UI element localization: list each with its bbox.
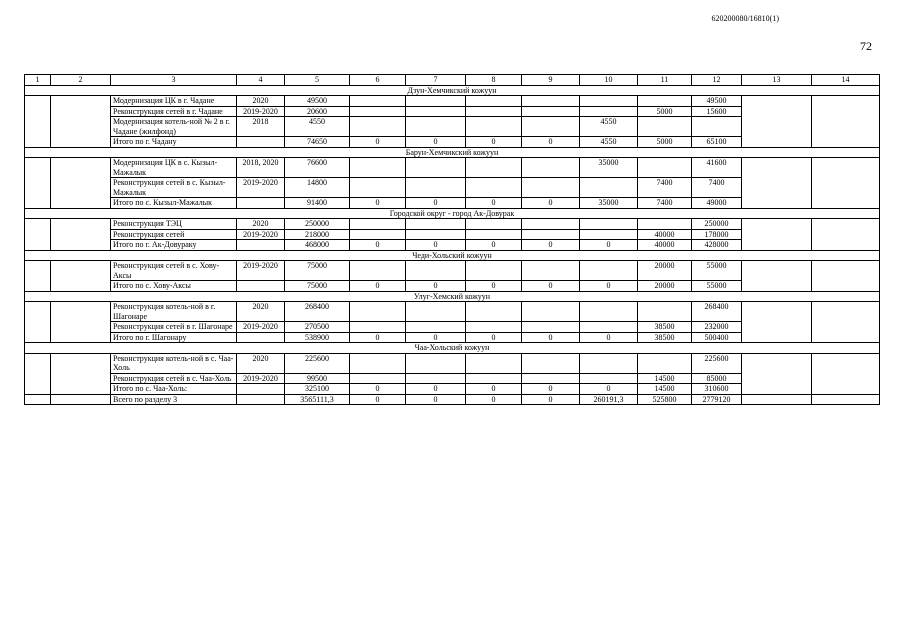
project-name: Реконструкция котель-ной в г. Шагонаре xyxy=(111,302,237,322)
value-c10 xyxy=(580,96,638,107)
value-c8 xyxy=(466,117,522,137)
table-row xyxy=(25,219,880,230)
grand-total-row xyxy=(25,394,880,405)
region-header-row xyxy=(25,343,880,354)
value-c7 xyxy=(406,158,466,178)
value-c10: 0 xyxy=(580,384,638,395)
value-c8 xyxy=(466,261,522,281)
value-c8 xyxy=(466,302,522,322)
table-row xyxy=(25,158,880,178)
value-c9 xyxy=(522,261,580,281)
value-c5: 75000 xyxy=(285,261,350,281)
value-c7 xyxy=(406,353,466,373)
year-cell: 2019-2020 xyxy=(237,322,285,333)
value-c10: 0 xyxy=(580,240,638,251)
value-c11 xyxy=(638,96,692,107)
project-name: Реконструкция сетей в с. Хову-Аксы xyxy=(111,261,237,281)
value-c9 xyxy=(522,322,580,333)
column-header-9: 9 xyxy=(522,75,580,86)
value-c9 xyxy=(522,96,580,107)
value-c6 xyxy=(350,322,406,333)
col14-cell xyxy=(812,96,880,148)
value-c8: 0 xyxy=(466,281,522,292)
value-c5: 75000 xyxy=(285,281,350,292)
year-cell xyxy=(237,240,285,251)
value-c6 xyxy=(350,229,406,240)
col2-cell xyxy=(51,219,111,251)
value-c11 xyxy=(638,219,692,230)
value-c9 xyxy=(522,158,580,178)
value-c8: 0 xyxy=(466,332,522,343)
region-header-row xyxy=(25,291,880,302)
col13-cell xyxy=(742,96,812,148)
value-c7 xyxy=(406,106,466,117)
value-c5: 4550 xyxy=(285,117,350,137)
value-c11: 14500 xyxy=(638,384,692,395)
value-c9 xyxy=(522,302,580,322)
value-c10 xyxy=(580,178,638,198)
col13-cell xyxy=(742,219,812,251)
project-name: Реконструкция сетей в г. Чадане xyxy=(111,106,237,117)
col1-cell xyxy=(25,158,51,209)
total-label: Итого по с. Чаа-Холь: xyxy=(111,384,237,395)
region-name: Дзун-Хемчикский кожуун xyxy=(25,85,880,96)
grand-total-c11: 525800 xyxy=(638,394,692,405)
value-c7 xyxy=(406,117,466,137)
year-cell xyxy=(237,394,285,405)
value-c12: 15600 xyxy=(692,106,742,117)
value-c12: 55000 xyxy=(692,261,742,281)
grand-total-c8: 0 xyxy=(466,394,522,405)
value-c7 xyxy=(406,219,466,230)
value-c9: 0 xyxy=(522,332,580,343)
col14-cell xyxy=(812,353,880,394)
value-c6 xyxy=(350,302,406,322)
col2-cell xyxy=(51,261,111,292)
value-c7: 0 xyxy=(406,240,466,251)
column-header-13: 13 xyxy=(742,75,812,86)
value-c11: 5000 xyxy=(638,137,692,148)
header-row xyxy=(25,75,880,86)
value-c12: 428000 xyxy=(692,240,742,251)
region-header-row xyxy=(25,208,880,219)
value-c7: 0 xyxy=(406,281,466,292)
total-label: Итого по г. Шагонару xyxy=(111,332,237,343)
year-cell: 2019-2020 xyxy=(237,178,285,198)
grand-total-c9: 0 xyxy=(522,394,580,405)
table-row xyxy=(25,353,880,373)
value-c6: 0 xyxy=(350,384,406,395)
value-c9 xyxy=(522,219,580,230)
document-number: 620200080/16810(1) xyxy=(711,14,779,23)
project-name: Реконструкция ТЭЦ xyxy=(111,219,237,230)
year-cell: 2020 xyxy=(237,219,285,230)
value-c8 xyxy=(466,219,522,230)
value-c12: 49500 xyxy=(692,96,742,107)
value-c8: 0 xyxy=(466,198,522,209)
value-c12: 232000 xyxy=(692,322,742,333)
value-c11: 20000 xyxy=(638,261,692,281)
project-name: Реконструкция котель-ной в с. Чаа-Холь xyxy=(111,353,237,373)
col1-cell xyxy=(25,261,51,292)
value-c9 xyxy=(522,353,580,373)
col14-cell xyxy=(812,261,880,292)
page-number: 72 xyxy=(860,39,872,53)
value-c6: 0 xyxy=(350,137,406,148)
value-c6: 0 xyxy=(350,281,406,292)
value-c11: 40000 xyxy=(638,240,692,251)
value-c11: 7400 xyxy=(638,198,692,209)
table-row xyxy=(25,302,880,322)
value-c5: 270500 xyxy=(285,322,350,333)
value-c10 xyxy=(580,302,638,322)
value-c6 xyxy=(350,373,406,384)
value-c9: 0 xyxy=(522,384,580,395)
value-c11: 40000 xyxy=(638,229,692,240)
value-c8 xyxy=(466,106,522,117)
year-cell: 2020 xyxy=(237,302,285,322)
value-c9: 0 xyxy=(522,198,580,209)
col1-cell xyxy=(25,219,51,251)
value-c7: 0 xyxy=(406,332,466,343)
year-cell xyxy=(237,332,285,343)
total-label: Итого по г. Чадану xyxy=(111,137,237,148)
value-c10: 0 xyxy=(580,281,638,292)
col13-cell xyxy=(742,158,812,209)
grand-total-c10: 260191,3 xyxy=(580,394,638,405)
value-c6 xyxy=(350,219,406,230)
value-c8 xyxy=(466,158,522,178)
grand-total-c7: 0 xyxy=(406,394,466,405)
value-c12: 225600 xyxy=(692,353,742,373)
value-c10: 0 xyxy=(580,332,638,343)
value-c5: 74650 xyxy=(285,137,350,148)
column-header-12: 12 xyxy=(692,75,742,86)
value-c11: 38500 xyxy=(638,332,692,343)
year-cell: 2019-2020 xyxy=(237,229,285,240)
column-header-3: 3 xyxy=(111,75,237,86)
value-c9: 0 xyxy=(522,240,580,251)
value-c11 xyxy=(638,158,692,178)
value-c12: 49000 xyxy=(692,198,742,209)
column-header-8: 8 xyxy=(466,75,522,86)
column-header-5: 5 xyxy=(285,75,350,86)
value-c11: 38500 xyxy=(638,322,692,333)
value-c6 xyxy=(350,117,406,137)
value-c12: 7400 xyxy=(692,178,742,198)
value-c5: 250000 xyxy=(285,219,350,230)
value-c5: 218000 xyxy=(285,229,350,240)
value-c10: 4550 xyxy=(580,137,638,148)
value-c5: 99500 xyxy=(285,373,350,384)
col13-cell xyxy=(742,353,812,394)
value-c5: 76600 xyxy=(285,158,350,178)
table-row xyxy=(25,261,880,281)
value-c8 xyxy=(466,353,522,373)
value-c12: 85000 xyxy=(692,373,742,384)
year-cell: 2018 xyxy=(237,117,285,137)
value-c7 xyxy=(406,322,466,333)
value-c5: 468000 xyxy=(285,240,350,251)
value-c12: 41600 xyxy=(692,158,742,178)
region-name: Чаа-Хольский кожуун xyxy=(25,343,880,354)
value-c11 xyxy=(638,117,692,137)
col2-cell xyxy=(51,302,111,343)
value-c6: 0 xyxy=(350,198,406,209)
value-c8: 0 xyxy=(466,384,522,395)
year-cell xyxy=(237,384,285,395)
region-name: Городской округ - город Ак-Довурак xyxy=(25,208,880,219)
total-label: Итого по с. Хову-Аксы xyxy=(111,281,237,292)
col13-cell xyxy=(742,261,812,292)
region-header-row xyxy=(25,85,880,96)
column-header-7: 7 xyxy=(406,75,466,86)
value-c9 xyxy=(522,106,580,117)
year-cell xyxy=(237,281,285,292)
year-cell: 2018, 2020 xyxy=(237,158,285,178)
value-c8 xyxy=(466,322,522,333)
project-name: Модернизация ЦК в с. Кызыл-Мажалык xyxy=(111,158,237,178)
value-c11: 14500 xyxy=(638,373,692,384)
year-cell xyxy=(237,137,285,148)
value-c7 xyxy=(406,229,466,240)
value-c8 xyxy=(466,96,522,107)
value-c10: 35000 xyxy=(580,158,638,178)
col14-cell xyxy=(812,302,880,343)
grand-total-c6: 0 xyxy=(350,394,406,405)
value-c5: 538900 xyxy=(285,332,350,343)
value-c11 xyxy=(638,302,692,322)
year-cell xyxy=(237,198,285,209)
grand-total-label: Всего по разделу 3 xyxy=(111,394,237,405)
value-c7 xyxy=(406,373,466,384)
value-c8: 0 xyxy=(466,240,522,251)
col2-cell xyxy=(51,353,111,394)
total-label: Итого по с. Кызыл-Мажалык xyxy=(111,198,237,209)
value-c5: 49500 xyxy=(285,96,350,107)
project-name: Модернизация котель-ной № 2 в г. Чадане (жилфонд) xyxy=(111,117,237,137)
value-c9 xyxy=(522,229,580,240)
value-c9 xyxy=(522,117,580,137)
table-body xyxy=(25,75,880,405)
value-c10 xyxy=(580,106,638,117)
project-name: Реконструкция сетей в с. Кызыл-Мажалык xyxy=(111,178,237,198)
region-header-row xyxy=(25,147,880,158)
value-c7: 0 xyxy=(406,198,466,209)
col1-cell xyxy=(25,353,51,394)
year-cell: 2020 xyxy=(237,96,285,107)
table-row xyxy=(25,96,880,107)
value-c11: 20000 xyxy=(638,281,692,292)
value-c6 xyxy=(350,158,406,178)
value-c5: 325100 xyxy=(285,384,350,395)
col1-cell xyxy=(25,302,51,343)
value-c6: 0 xyxy=(350,332,406,343)
value-c12 xyxy=(692,117,742,137)
value-c10 xyxy=(580,219,638,230)
col13-cell xyxy=(742,394,812,405)
grand-total-c12: 2779120 xyxy=(692,394,742,405)
value-c12: 268400 xyxy=(692,302,742,322)
region-name: Улуг-Хемский кожуун xyxy=(25,291,880,302)
value-c12: 55000 xyxy=(692,281,742,292)
project-name: Реконструкция сетей в с. Чаа-Холь xyxy=(111,373,237,384)
value-c7 xyxy=(406,178,466,198)
value-c10 xyxy=(580,261,638,281)
value-c7: 0 xyxy=(406,384,466,395)
col14-cell xyxy=(812,158,880,209)
value-c12: 178000 xyxy=(692,229,742,240)
year-cell: 2019-2020 xyxy=(237,261,285,281)
region-name: Барун-Хемчикский кожуун xyxy=(25,147,880,158)
value-c11: 5000 xyxy=(638,106,692,117)
value-c5: 268400 xyxy=(285,302,350,322)
value-c6 xyxy=(350,353,406,373)
value-c6 xyxy=(350,96,406,107)
year-cell: 2019-2020 xyxy=(237,106,285,117)
year-cell: 2019-2020 xyxy=(237,373,285,384)
program-table xyxy=(24,74,880,405)
col2-cell xyxy=(51,96,111,148)
value-c6 xyxy=(350,106,406,117)
grand-total-c5: 3565111,3 xyxy=(285,394,350,405)
value-c11 xyxy=(638,353,692,373)
value-c9: 0 xyxy=(522,281,580,292)
value-c10 xyxy=(580,373,638,384)
col14-cell xyxy=(812,219,880,251)
value-c7 xyxy=(406,96,466,107)
value-c6: 0 xyxy=(350,240,406,251)
total-label: Итого по г. Ак-Довураку xyxy=(111,240,237,251)
value-c10 xyxy=(580,322,638,333)
project-name: Модернизация ЦК в г. Чадане xyxy=(111,96,237,107)
value-c5: 91400 xyxy=(285,198,350,209)
value-c5: 20600 xyxy=(285,106,350,117)
column-header-6: 6 xyxy=(350,75,406,86)
project-name: Реконструкция сетей xyxy=(111,229,237,240)
value-c10 xyxy=(580,353,638,373)
value-c5: 14800 xyxy=(285,178,350,198)
value-c12: 500400 xyxy=(692,332,742,343)
value-c7 xyxy=(406,261,466,281)
value-c10: 4550 xyxy=(580,117,638,137)
column-header-4: 4 xyxy=(237,75,285,86)
value-c12: 250000 xyxy=(692,219,742,230)
value-c9 xyxy=(522,178,580,198)
col1-cell xyxy=(25,394,51,405)
value-c6 xyxy=(350,178,406,198)
value-c7: 0 xyxy=(406,137,466,148)
value-c9: 0 xyxy=(522,137,580,148)
value-c11: 7400 xyxy=(638,178,692,198)
value-c10: 35000 xyxy=(580,198,638,209)
column-header-1: 1 xyxy=(25,75,51,86)
value-c9 xyxy=(522,373,580,384)
year-cell: 2020 xyxy=(237,353,285,373)
region-header-row xyxy=(25,250,880,261)
value-c8: 0 xyxy=(466,137,522,148)
project-name: Реконструкция сетей в г. Шагонаре xyxy=(111,322,237,333)
value-c6 xyxy=(350,261,406,281)
value-c12: 65100 xyxy=(692,137,742,148)
value-c7 xyxy=(406,302,466,322)
column-header-10: 10 xyxy=(580,75,638,86)
column-header-14: 14 xyxy=(812,75,880,86)
value-c8 xyxy=(466,178,522,198)
value-c5: 225600 xyxy=(285,353,350,373)
column-header-11: 11 xyxy=(638,75,692,86)
col13-cell xyxy=(742,302,812,343)
col2-cell xyxy=(51,394,111,405)
region-name: Чеди-Хольский кожуун xyxy=(25,250,880,261)
value-c8 xyxy=(466,373,522,384)
column-header-2: 2 xyxy=(51,75,111,86)
value-c10 xyxy=(580,229,638,240)
value-c12: 310600 xyxy=(692,384,742,395)
col2-cell xyxy=(51,158,111,209)
value-c8 xyxy=(466,229,522,240)
col1-cell xyxy=(25,96,51,148)
col14-cell xyxy=(812,394,880,405)
